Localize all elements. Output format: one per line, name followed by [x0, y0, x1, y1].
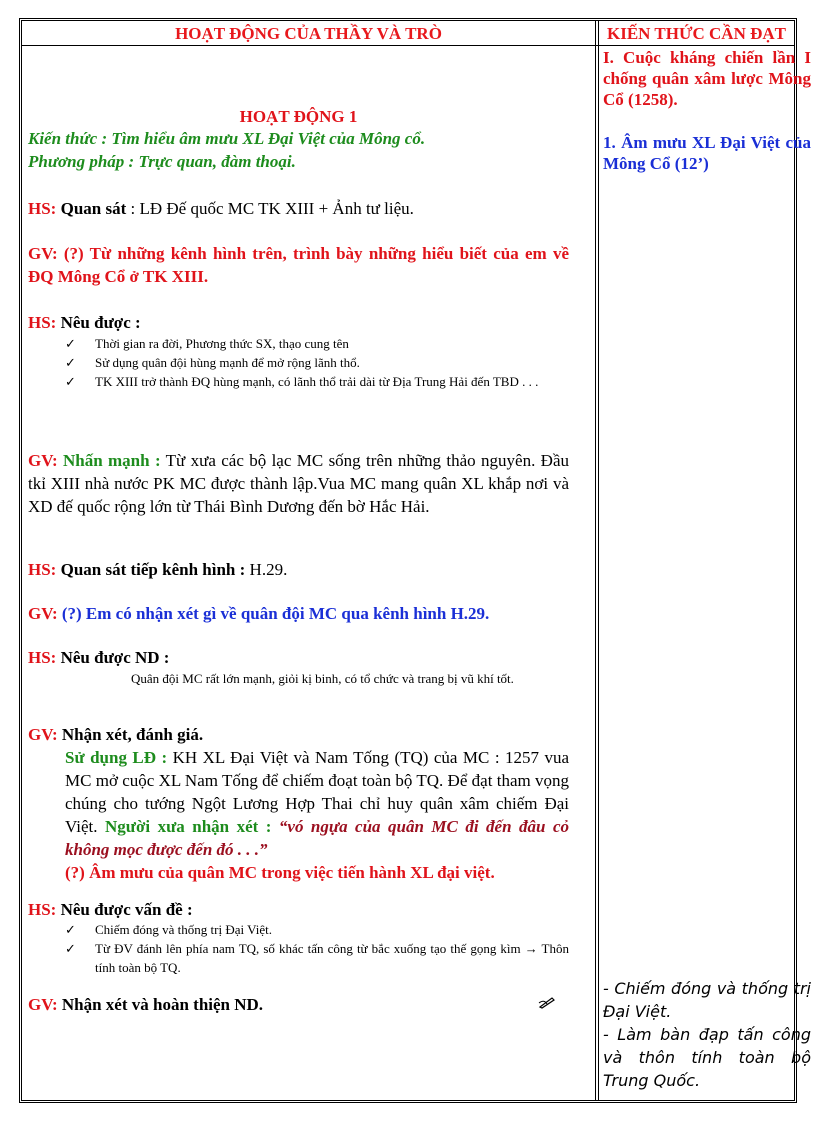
list-item: ✓ Chiếm đóng và thống trị Đại Việt. [65, 922, 272, 937]
column-divider [595, 21, 599, 1100]
hs2-label: Nêu được : [60, 313, 141, 332]
list-item: ✓ Sử dụng quân đội hùng mạnh để mở rộng lãnh thổ. [65, 355, 360, 370]
hs5-label: Nêu được vấn đề : [60, 900, 193, 919]
hs4-text: Quân đội MC rất lớn mạnh, giỏi kị binh, có tổ chức và trang bị vũ khí tốt. [131, 671, 514, 686]
gv-assess [28, 723, 569, 746]
hs-observe-1 [28, 197, 569, 220]
hs5-list [28, 920, 569, 977]
gv-conclude [28, 993, 569, 1016]
hs1-text: : LĐ Đế quốc MC TK XIII + Ảnh tư liệu. [126, 199, 414, 218]
role-gv: GV: [28, 451, 58, 470]
pen-icon [538, 995, 556, 1014]
role-hs: HS: [28, 199, 57, 218]
gv3-text: (?) Em có nhận xét gì về quân đội MC qua kênh hình H.29. [61, 604, 490, 623]
hs-answer-3 [28, 898, 569, 921]
role-gv: GV: [28, 604, 58, 623]
header-divider [22, 45, 794, 46]
note-2: - Làm bàn đạp tấn công và thôn tính toàn bộ Trung Quốc. [603, 1025, 811, 1090]
lesson-table [19, 18, 811, 1103]
gv-question-2 [28, 602, 569, 625]
role-hs: HS: [28, 900, 57, 919]
role-gv: GV: [28, 725, 58, 744]
check-icon: ✓ [65, 922, 76, 937]
gv5-text: Nhận xét và hoàn thiện ND. [61, 995, 264, 1014]
list-item: ✓ Từ ĐV đánh lên phía nam TQ, số khác tấn công từ bắc xuống tạo thế gọng kìm → Thôn tính toàn bộ TQ. [65, 941, 569, 975]
activity-title: HOẠT ĐỘNG 1 [239, 107, 358, 126]
gv4-body [65, 746, 569, 884]
role-gv: GV: [28, 244, 58, 263]
gv2-text: Từ xưa các bộ lạc MC sống trên những thảo nguyên. Đầu tkỉ XIII nhà nước PK MC được thành lập.Vua MC mang quân XL khắp nơi và XD đế quốc rộng lớn từ Thái Bình Dương đến bờ Hắc Hải. [28, 451, 569, 516]
gv4-use-label: Sử dụng LĐ : [65, 748, 168, 767]
activity-knowledge: Kiến thức : Tìm hiểu âm mưu XL Đại Việt của Mông cổ. [28, 129, 426, 148]
hs-answer-2 [28, 646, 569, 669]
check-icon: ✓ [65, 374, 76, 389]
header-right: KIẾN THỨC CẦN ĐẠT [607, 24, 786, 43]
gv4-use-text: KH XL Đại Việt và Nam Tống (TQ) của MC : 1257 vua MC mở cuộc XL Nam Tống để chiếm đoạt toàn bộ TQ. Để đạt tham vọng chúng cho tướng Ngột Lương Hợp Thai chỉ huy quân xâm chiếm Đại Việt. [65, 748, 569, 836]
gv-emphasis [28, 449, 569, 518]
list-item: ✓ TK XIII trở thành ĐQ hùng mạnh, có lãnh thổ trải dài từ Địa Trung Hải đến TBD . . . [65, 374, 539, 389]
hs1-label: Quan sát [60, 199, 127, 218]
subsection-title: 1. Âm mưu XL Đại Việt của Mông Cổ (12’) [603, 133, 811, 173]
gv4-label: Nhận xét, đánh giá. [61, 725, 204, 744]
hs2-list [28, 334, 569, 391]
hs4-label: Nêu được ND : [60, 648, 170, 667]
activity-method: Phương pháp : Trực quan, đàm thoại. [28, 152, 296, 171]
hs3-text: H.29. [245, 560, 288, 579]
gv-question-1 [28, 242, 569, 288]
gv4-quote-label: Người xưa nhận xét : [104, 817, 272, 836]
header-left: HOẠT ĐỘNG CỦA THẦY VÀ TRÒ [175, 24, 442, 43]
role-hs: HS: [28, 313, 57, 332]
role-hs: HS: [28, 560, 57, 579]
check-icon: ✓ [65, 941, 76, 956]
hs3-label: Quan sát tiếp kênh hình : [60, 560, 246, 579]
gv4-question: (?) Âm mưu của quân MC trong việc tiến hành XL đại việt. [65, 863, 495, 882]
gv1-text: (?) Từ những kênh hình trên, trình bày những hiểu biết của em về ĐQ Mông Cổ ở TK XIII. [28, 244, 570, 286]
hs-answer-1 [28, 311, 569, 334]
hs-observe-2 [28, 558, 569, 581]
section-title: I. Cuộc kháng chiến lần I chống quân xâm lược Mông Cổ (1258). [603, 48, 811, 109]
gv4-quote: “vó ngựa của quân MC đi đến đâu cỏ không mọc được đến đó . . .” [65, 817, 569, 859]
gv2-label: Nhấn mạnh : [62, 451, 161, 470]
list-item: ✓ Thời gian ra đời, Phương thức SX, thạo cung tên [65, 336, 349, 351]
role-gv: GV: [28, 995, 58, 1014]
check-icon: ✓ [65, 355, 76, 370]
note-1: - Chiếm đóng và thống trị Đại Việt. [603, 979, 811, 1021]
check-icon: ✓ [65, 336, 76, 351]
role-hs: HS: [28, 648, 57, 667]
